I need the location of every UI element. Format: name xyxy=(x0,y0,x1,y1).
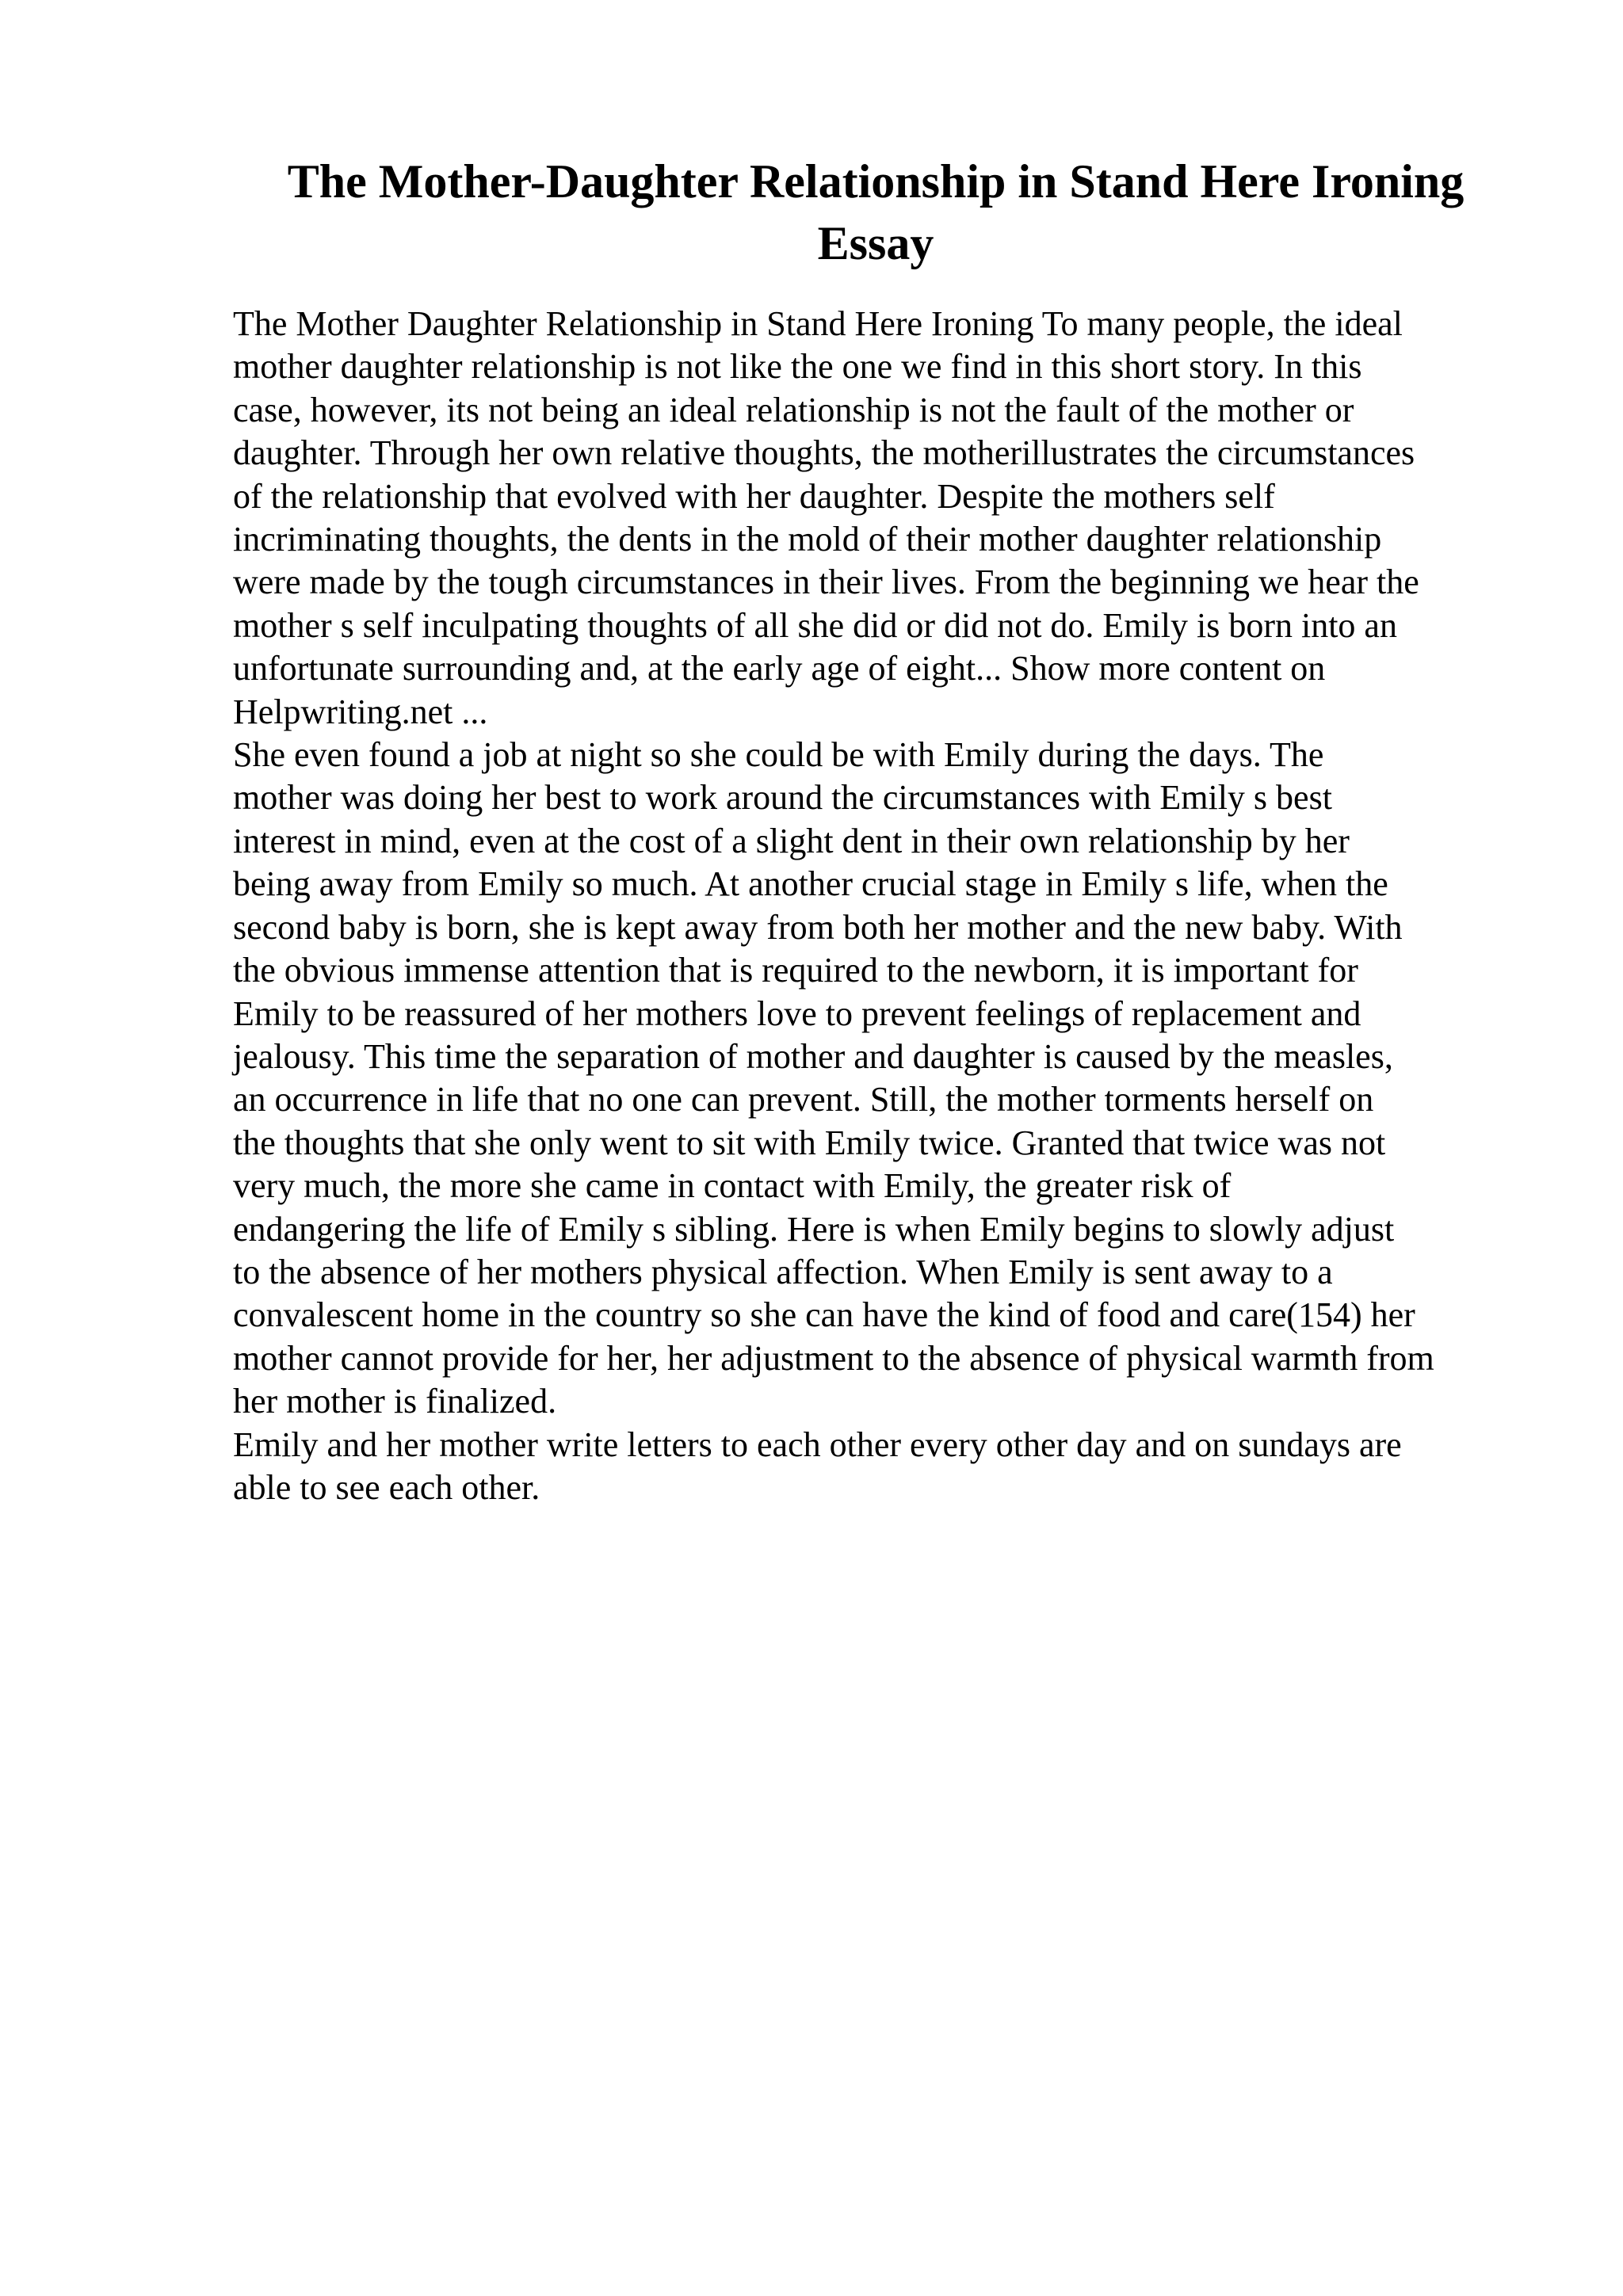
text-line: The Mother Daughter Relationship in Stand Here Ironing To many people, the ideal xyxy=(233,304,1403,343)
text-line: She even found a job at night so she could be with Emily during the days. The xyxy=(233,735,1324,775)
text-line: case, however, its not being an ideal relationship is not the fault of the mother or xyxy=(233,390,1354,429)
text-line: second baby is born, she is kept away from both her mother and the new baby. With xyxy=(233,907,1403,947)
text-line: Emily and her mother write letters to each other every other day and on sundays are xyxy=(233,1425,1402,1464)
text-line: mother cannot provide for her, her adjustment to the absence of physical warmth from xyxy=(233,1338,1434,1378)
text-line: endangering the life of Emily s sibling. Here is when Emily begins to slowly adjust xyxy=(233,1209,1395,1249)
text-line: Helpwriting.net ... xyxy=(233,692,488,731)
text-line: very much, the more she came in contact with Emily, the greater risk of xyxy=(233,1166,1232,1206)
text-line: mother daughter relationship is not like the one we find in this short story. In this xyxy=(233,347,1362,387)
text-line: mother s self inculpating thoughts of all she did or did not do. Emily is born into an xyxy=(233,605,1397,645)
text-line: the obvious immense attention that is required to the newborn, it is important for xyxy=(233,951,1358,990)
document-title xyxy=(222,151,1529,274)
text-line: incriminating thoughts, the dents in the mold of their mother daughter relationship xyxy=(233,520,1382,559)
text-line: the thoughts that she only went to sit with Emily twice. Granted that twice was not xyxy=(233,1123,1386,1162)
text-line: an occurrence in life that no one can prevent. Still, the mother torments herself on xyxy=(233,1080,1374,1119)
text-line: mother was doing her best to work around the circumstances with Emily s best xyxy=(233,778,1332,818)
text-line: of the relationship that evolved with her daughter. Despite the mothers self xyxy=(233,476,1275,516)
essay-body xyxy=(233,303,1596,1509)
text-line: unfortunate surrounding and, at the early age of eight... Show more content on xyxy=(233,649,1326,688)
text-line: to the absence of her mothers physical affection. When Emily is sent away to a xyxy=(233,1252,1333,1291)
text-line: jealousy. This time the separation of mother and daughter is caused by the measles, xyxy=(233,1036,1393,1076)
title-line: The Mother-Daughter Relationship in Stand Here Ironing xyxy=(287,155,1465,208)
text-line: interest in mind, even at the cost of a slight dent in their own relationship by her xyxy=(233,821,1350,860)
text-line: Emily to be reassured of her mothers love to prevent feelings of replacement and xyxy=(233,994,1361,1033)
text-line: convalescent home in the country so she can have the kind of food and care(154) her xyxy=(233,1295,1415,1335)
title-line: Essay xyxy=(817,217,934,269)
text-line: able to see each other. xyxy=(233,1467,540,1507)
text-line: daughter. Through her own relative thoughts, the motherillustrates the circumstances xyxy=(233,433,1415,473)
text-line: were made by the tough circumstances in their lives. From the beginning we hear the xyxy=(233,563,1419,602)
text-line: being away from Emily so much. At another crucial stage in Emily s life, when the xyxy=(233,864,1388,904)
text-line: her mother is finalized. xyxy=(233,1382,557,1421)
